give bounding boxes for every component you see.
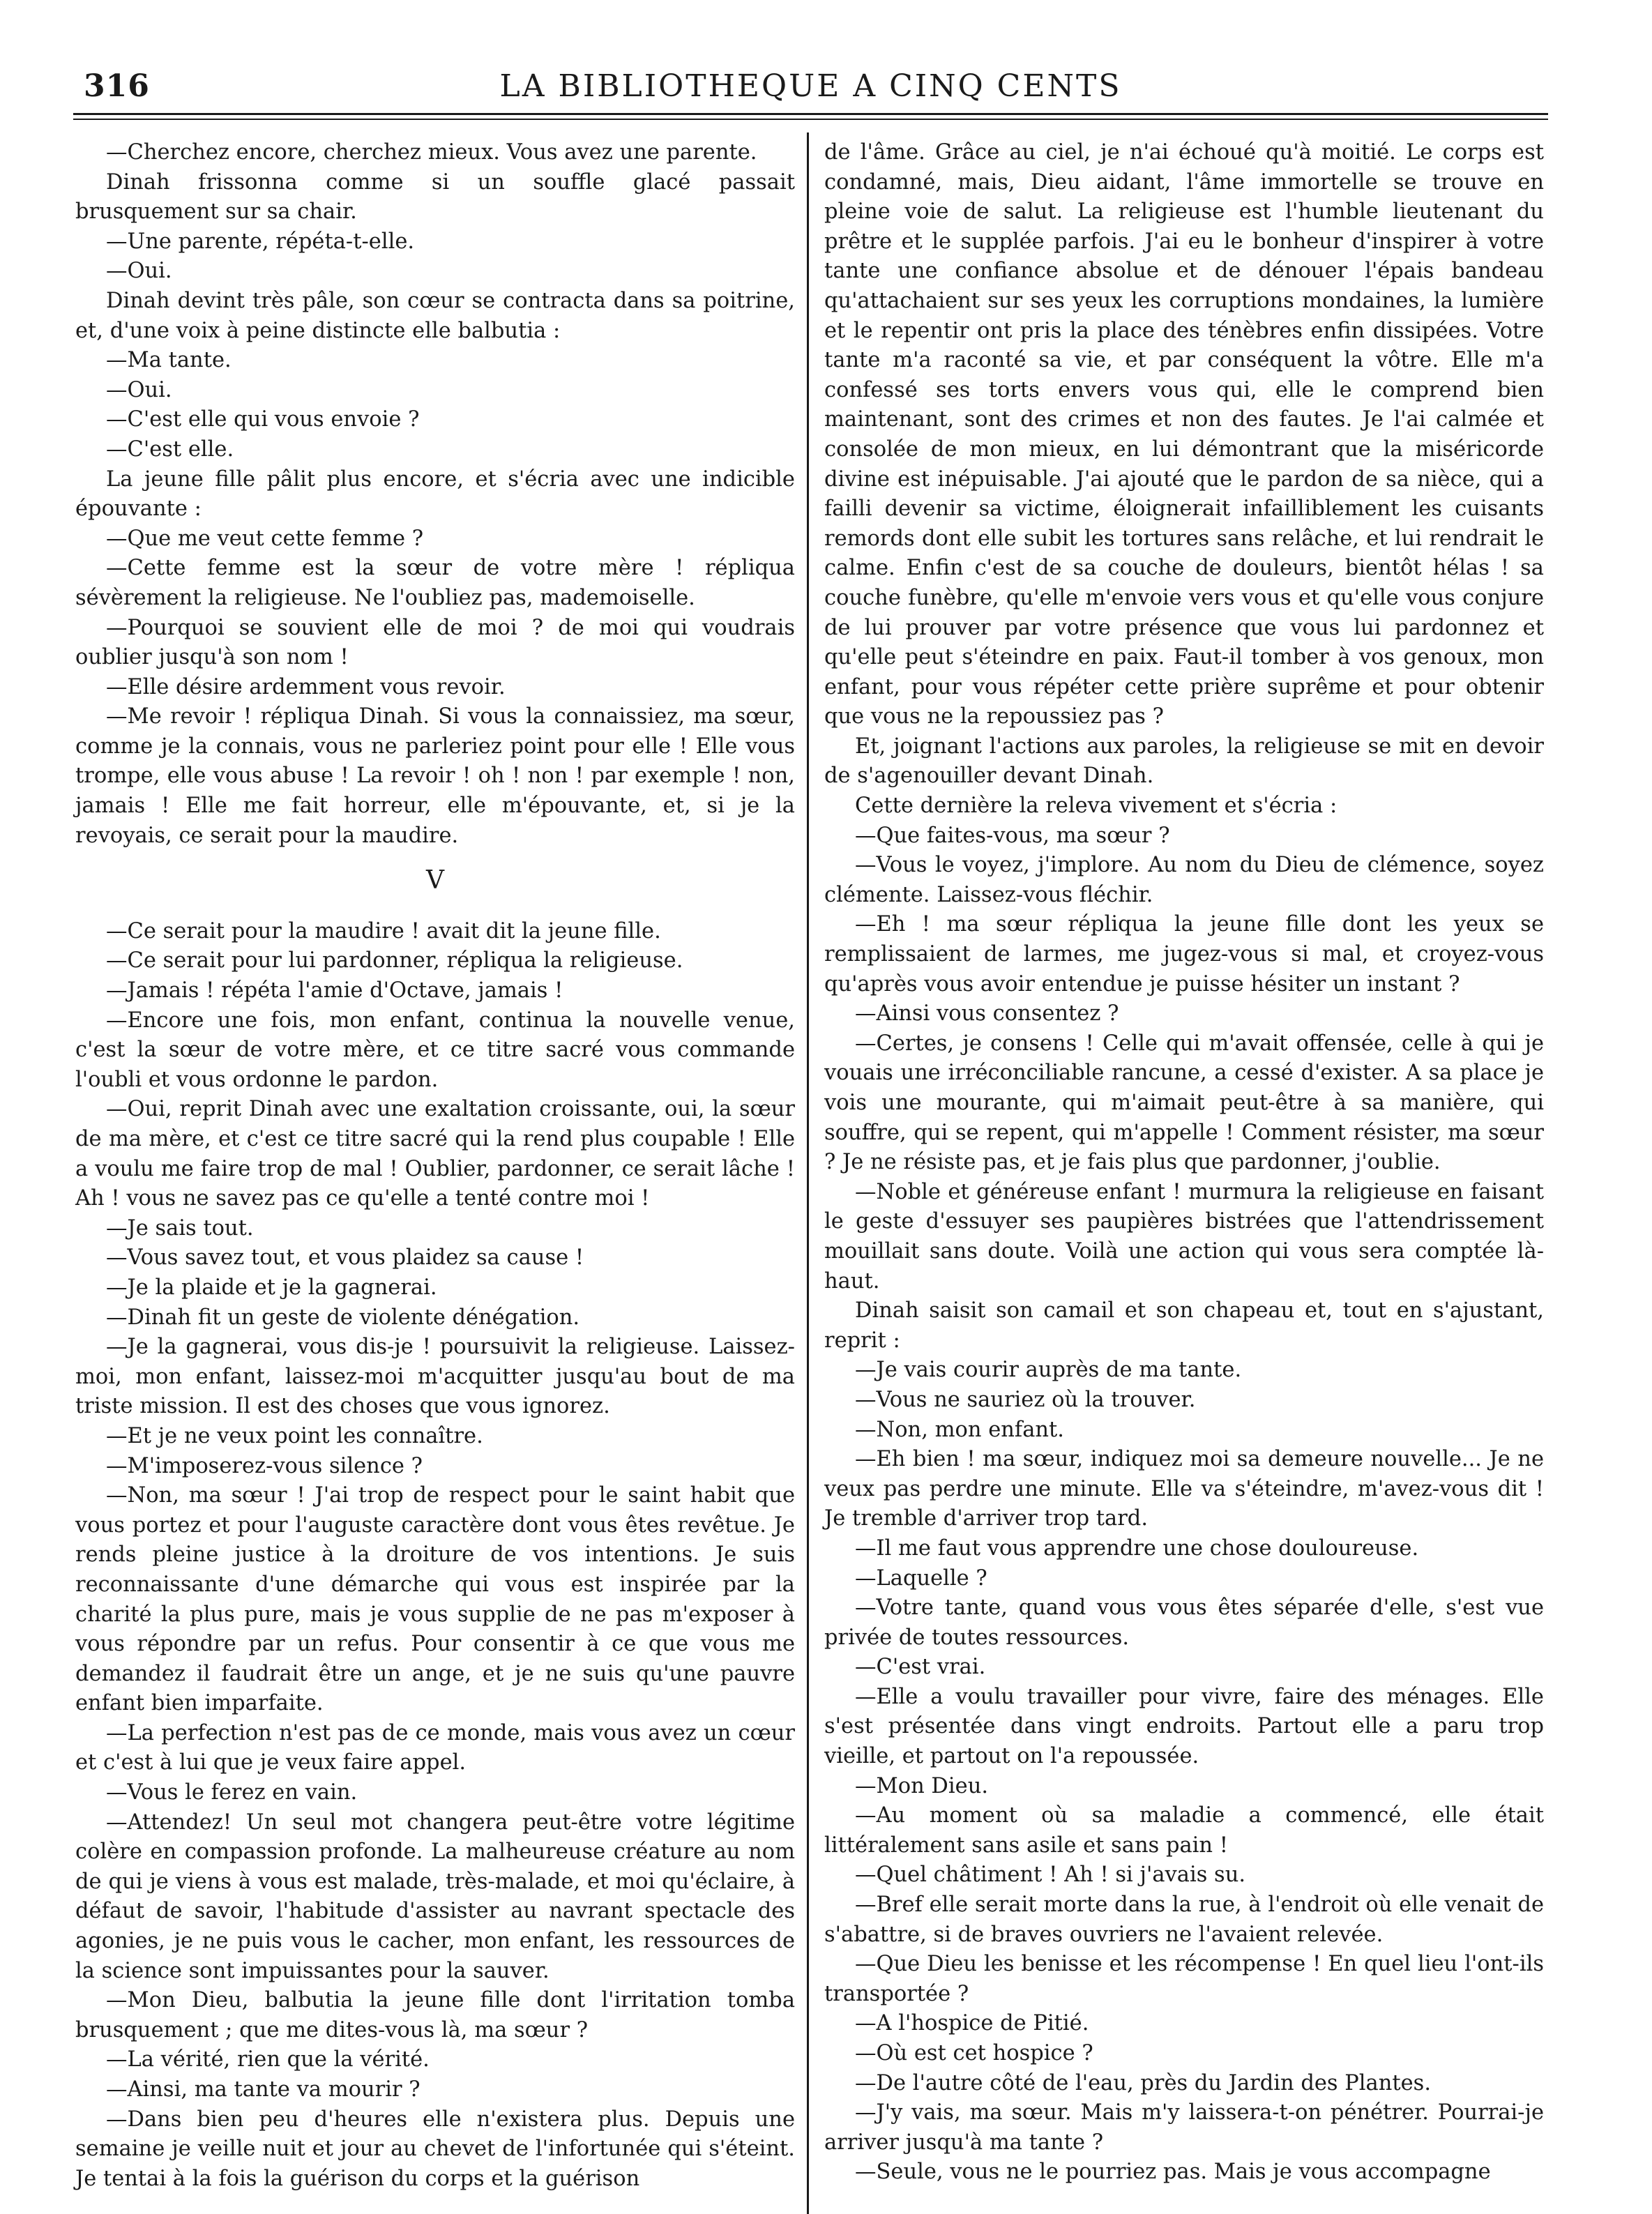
paragraph: —Seule, vous ne le pourriez pas. Mais je vous accompagne <box>855 2160 1491 2185</box>
paragraph: —Elle a voulu travailler pour vivre, faire des ménages. Elle s'est présentée dans vingt endroits. Partout elle a paru trop vieille, et partout on l'a repoussée. <box>824 1684 1544 1769</box>
paragraph: —Votre tante, quand vous vous êtes séparée d'elle, s'est vue privée de toutes ressources. <box>824 1595 1544 1650</box>
paragraph: —La vérité, rien que la vérité. <box>106 2047 430 2072</box>
paragraph: —Que faites-vous, ma sœur ? <box>855 823 1170 848</box>
paragraph: —Laquelle ? <box>855 1565 987 1591</box>
paragraph: —Encore une fois, mon enfant, continua la nouvelle venue, c'est la sœur de votre mère, et ce titre sacré vous commande l'oubli et vous ordonne le pardon. <box>75 1008 795 1092</box>
header-rule <box>73 113 1548 120</box>
paragraph: —C'est elle qui vous envoie ? <box>106 407 420 432</box>
paragraph: —Je la gagnerai, vous dis-je ! poursuivit la religieuse. Laissez-moi, mon enfant, laissez-moi m'acquitter jusqu'au bout de ma triste mission. Il est des choses que vous ignorez. <box>75 1335 795 1419</box>
paragraph: —J'y vais, ma sœur. Mais m'y laissera-t-on pénétrer. Pourrai-je arriver jusqu'à ma tante ? <box>824 2100 1544 2155</box>
paragraph: —Oui, reprit Dinah avec une exaltation croissante, oui, la sœur de ma mère, et c'est ce titre sacré qui la rend plus coupable ! Elle a voulu me faire trop de mal ! Oublier, pardonner, ce serait lâche ! Ah ! vous ne savez pas ce qu'elle a tenté contre moi ! <box>75 1097 795 1211</box>
paragraph: —Où est cet hospice ? <box>855 2041 1093 2065</box>
paragraph: —La perfection n'est pas de ce monde, mais vous avez un cœur et c'est à lui que je veux faire appel. <box>75 1720 795 1775</box>
running-title: LA BIBLIOTHEQUE A CINQ CENTS <box>499 68 1122 104</box>
paragraph: —Vous ne sauriez où la trouver. <box>855 1387 1196 1412</box>
paragraph: —Ma tante. <box>106 348 232 373</box>
paragraph: —Ce serait pour la maudire ! avait dit la jeune fille. <box>106 918 661 943</box>
paragraph: —C'est vrai. <box>855 1655 986 1680</box>
paragraph: —Que Dieu les benisse et les récompense ! En quel lieu l'ont-ils transportée ? <box>824 1952 1544 2006</box>
paragraph: —Ainsi, ma tante va mourir ? <box>106 2077 420 2102</box>
paragraph: Et, joignant l'actions aux paroles, la religieuse se mit en devoir de s'agenouiller devant Dinah. <box>824 734 1544 789</box>
paragraph: Cette dernière la releva vivement et s'écria : <box>855 794 1337 819</box>
paragraph: —Non, ma sœur ! J'ai trop de respect pour le saint habit que vous portez et pour l'auguste caractère dont vous êtes revêtue. Je rends pleine justice à la droiture de vos intentions. Je suis reconnaissante d'une démarche qui vous est inspirée par la charité la plus pure, mais je vous supplie de ne pas m'exposer à vous répondre par un refus. Pour consentir à ce que vous me demandez il faudrait être un ange, et je ne suis qu'une pauvre enfant bien imparfaite. <box>75 1483 795 1716</box>
paragraph: —C'est elle. <box>106 437 234 462</box>
paragraph: —A l'hospice de Pitié. <box>855 2011 1089 2036</box>
paragraph: de l'âme. Grâce au ciel, je n'ai échoué qu'à moitié. Le corps est condamné, mais, Dieu aidant, l'âme immortelle se trouve en pleine voie de salut. La religieuse est l'humble lieutenant du prêtre et le supplée parfois. J'ai eu le bonheur d'inspirer à votre tante une confiance absolue et de dénouer l'épais bandeau qu'attachaient sur ses yeux les corruptions mondaines, la lumière et le repentir ont pris la place des ténèbres enfin dissipées. Votre tante m'a raconté sa vie, et par conséquent la vôtre. Elle m'a confessé ses torts envers vous qui, elle le comprend bien maintenant, sont des crimes et non des fautes. Je l'ai calmée et consolée de mon mieux, en lui démontrant que la miséricorde divine est inépuisable. J'ai ajouté que le pardon de sa nièce, qui a failli devenir sa victime, éloignerait infailliblement les cuisants remords dont elle subit les tortures sans relâche, et lui rendrait le calme. Enfin c'est de sa couche de douleurs, bientôt hélas ! sa couche funèbre, qu'elle m'envoie vers vous et qu'elle vous conjure de lui prouver par votre présence que vous lui pardonnez et qu'elle peut s'éteindre en paix. Faut-il tomber à vos genoux, mon enfant, pour vous répéter cette prière suprême et pour obtenir que vous ne la repoussiez pas ? <box>824 140 1544 729</box>
left-column <box>75 138 795 2194</box>
paragraph: Dinah devint très pâle, son cœur se contracta dans sa poitrine, et, d'une voix à peine distincte elle balbutia : <box>75 288 795 343</box>
paragraph: —Au moment où sa maladie a commencé, elle était littéralement sans asile et sans pain ! <box>824 1803 1544 1858</box>
paragraph: —Et je ne veux point les connaître. <box>106 1423 483 1448</box>
paragraph: —Elle désire ardemment vous revoir. <box>106 674 506 699</box>
paragraph: —Cherchez encore, cherchez mieux. Vous avez une parente. <box>106 140 757 165</box>
paragraph: —Jamais ! répéta l'amie d'Octave, jamais ! <box>106 978 563 1003</box>
paragraph: —Il me faut vous apprendre une chose douloureuse. <box>855 1536 1419 1561</box>
paragraph: —Cette femme est la sœur de votre mère ! répliqua sévèrement la religieuse. Ne l'oubliez pas, mademoiselle. <box>75 556 795 610</box>
paragraph: —Ce serait pour lui pardonner, répliqua la religieuse. <box>106 948 683 973</box>
paragraph: —Ainsi vous consentez ? <box>855 1001 1119 1026</box>
paragraph: —De l'autre côté de l'eau, près du Jardin des Plantes. <box>855 2070 1432 2095</box>
paragraph: Dinah frissonna comme si un souffle glacé passait brusquement sur sa chair. <box>75 169 795 225</box>
left-paragraphs-after <box>75 917 795 2194</box>
section-heading: V <box>426 866 444 895</box>
paragraph: —Oui. <box>106 377 172 402</box>
paragraph: —Je la plaide et je la gagnerai. <box>106 1275 437 1300</box>
paragraph: —Vous le ferez en vain. <box>106 1780 358 1805</box>
paragraph: —Dans bien peu d'heures elle n'existera plus. Depuis une semaine je veille nuit et jour au chevet de l'infortunée qui s'éteint. Je tentai à la fois la guérison du corps et la guérison <box>75 2107 795 2191</box>
paragraph: —Une parente, répéta-t-elle. <box>106 229 415 254</box>
paragraph: —Bref elle serait morte dans la rue, à l'endroit où elle venait de s'abattre, si de braves ouvriers ne l'avaient relevée. <box>824 1893 1544 1947</box>
column-rule <box>807 132 809 2214</box>
paragraph: —Vous le voyez, j'implore. Au nom du Dieu de clémence, soyez clémente. Laissez-vous fléchir. <box>824 853 1544 907</box>
paragraph: La jeune fille pâlit plus encore, et s'écria avec une indicible épouvante : <box>75 467 795 522</box>
paragraph: —Pourquoi se souvient elle de moi ? de moi qui voudrais oublier jusqu'à son nom ! <box>75 615 795 670</box>
paragraph: —Mon Dieu. <box>855 1773 989 1798</box>
paragraph: —Je vais courir auprès de ma tante. <box>855 1358 1242 1383</box>
paragraph: —Eh bien ! ma sœur, indiquez moi sa demeure nouvelle... Je ne veux pas perdre une minute. Elle va s'éteindre, m'avez-vous dit ! Je tremble d'arriver trop tard. <box>824 1447 1544 1531</box>
paragraph: —Je sais tout. <box>106 1215 254 1241</box>
paragraph: —Quel châtiment ! Ah ! si j'avais su. <box>855 1863 1246 1888</box>
page-number: 316 <box>84 68 150 104</box>
paragraph: —Noble et généreuse enfant ! murmura la religieuse en faisant le geste d'essuyer ses paupières bistrées que l'attendrissement mouillait sans doute. Voilà une action qui vous sera comptée là-haut. <box>824 1179 1544 1294</box>
paragraph: —Attendez! Un seul mot changera peut-être votre légitime colère en compassion profonde. La malheureuse créature au nom de qui je viens à vous est malade, très-malade, et moi qu'éclaire, à défaut de savoir, l'habitude d'assister au navrant spectacle des agonies, je ne puis vous le cacher, mon enfant, les ressources de la science sont impuissantes pour la sauver. <box>75 1810 795 1983</box>
right-column <box>824 138 1544 2188</box>
paragraph: —Vous savez tout, et vous plaidez sa cause ! <box>106 1245 584 1271</box>
paragraph: —Certes, je consens ! Celle qui m'avait offensée, celle à qui je vouais une irréconciliable rancune, a cessé d'exister. A sa place je vois une mourante, qui m'aimait peut-être à sa manière, qui souffre, qui se repent, qui m'appelle ! Comment résister, ma sœur ? Je ne résiste pas, et je fais plus que pardonner, j'oublie. <box>824 1031 1544 1175</box>
paragraph: —Non, mon enfant. <box>855 1417 1064 1442</box>
paragraph: —Eh ! ma sœur répliqua la jeune fille dont les yeux se remplissaient de larmes, me jugez-vous si mal, et croyez-vous qu'après vous avoir entendue je puisse hésiter un instant ? <box>824 912 1544 996</box>
paragraph: —Oui. <box>106 259 172 284</box>
left-paragraphs-before <box>75 138 795 851</box>
paragraph: —Que me veut cette femme ? <box>106 526 424 551</box>
paragraph: —Mon Dieu, balbutia la jeune fille dont l'irritation tomba brusquement ; que me dites-vous là, ma sœur ? <box>75 1988 795 2042</box>
paragraph: —Dinah fit un geste de violente dénégation. <box>106 1305 580 1330</box>
page-header <box>73 64 1548 113</box>
paragraph: —Me revoir ! répliqua Dinah. Si vous la connaissiez, ma sœur, comme je la connais, vous ne parleriez point pour elle ! Elle vous trompe, elle vous abuse ! La revoir ! oh ! non ! par exemple ! non, jamais ! Elle me fait horreur, elle m'épouvante, et, si je la revoyais, ce serait pour la maudire. <box>75 704 795 848</box>
paragraph: —M'imposerez-vous silence ? <box>106 1453 423 1478</box>
paragraph: Dinah saisit son camail et son chapeau et, tout en s'ajustant, reprit : <box>824 1298 1544 1353</box>
